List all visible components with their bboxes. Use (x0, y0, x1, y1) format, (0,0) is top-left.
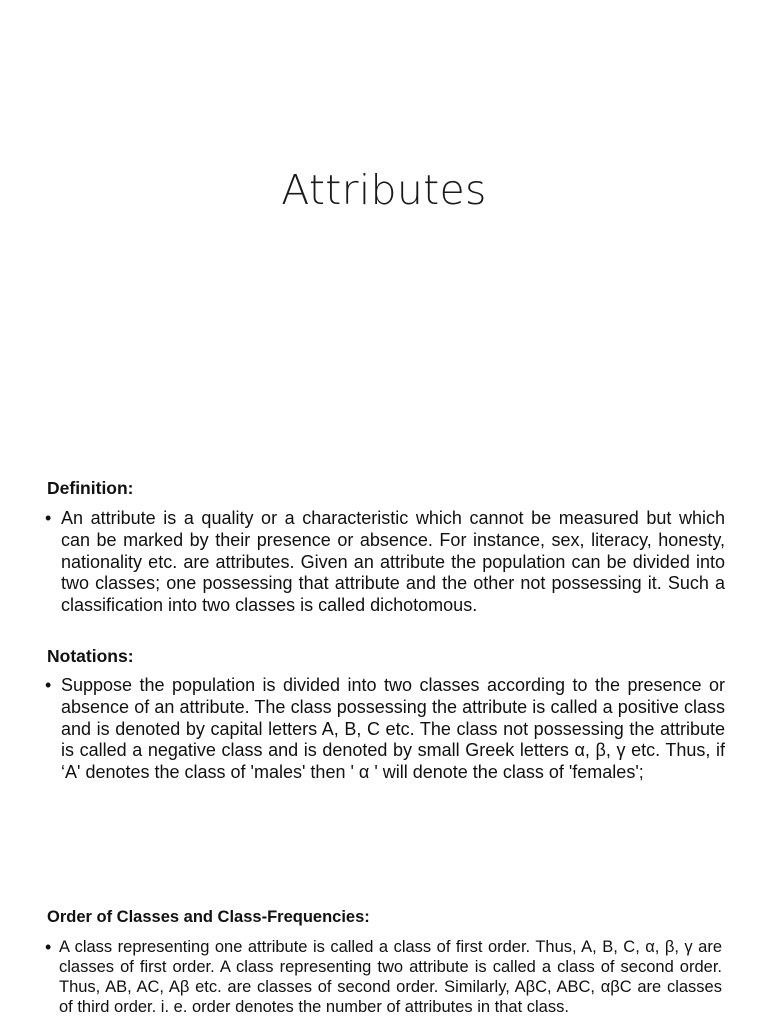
bullet-icon: • (45, 675, 52, 695)
order-bullet (45, 937, 722, 1017)
definition-text: An attribute is a quality or a characteristic which cannot be measured but which can be marked by their presence or absence. For instance, sex, literacy, honesty, nationality etc. are attributes. Given an attribute the population can be divided into two classes; one possessing that attribute and the other not possessing it. Such a classification into two classes is called dichotomous. (61, 508, 725, 616)
bullet-icon: • (45, 937, 52, 957)
notations-text: Suppose the population is divided into two classes according to the presence or absence of an attribute. The class possessing the attribute is called a positive class and is denoted by capital letters A, B, C etc. The class not possessing the attribute is called a negative class and is denoted by small Greek letters α, β, γ etc. Thus, if ‘A' denotes the class of 'males' then ' α ' will denote the class of 'females'; (61, 675, 725, 783)
definition-heading: Definition: (47, 478, 134, 498)
notations-heading: Notations: (47, 646, 134, 666)
notations-bullet (45, 675, 725, 784)
bullet-icon: • (45, 508, 52, 528)
order-heading: Order of Classes and Class-Frequencies: (47, 908, 370, 926)
title-slide (0, 0, 768, 432)
definition-slide (0, 470, 768, 880)
definition-bullet (45, 508, 725, 617)
order-slide (0, 900, 768, 1024)
slide-title: Attributes (281, 166, 487, 214)
order-text: A class representing one attribute is called a class of first order. Thus, A, B, C, α, β, γ are classes of first order. A class representing two attribute is called a class of second order. Thus, AB, AC, Aβ etc. are classes of second order. Similarly, AβC, ABC, αβC are classes of third order. i. e. order denotes the number of attributes in that class. (59, 938, 722, 1016)
